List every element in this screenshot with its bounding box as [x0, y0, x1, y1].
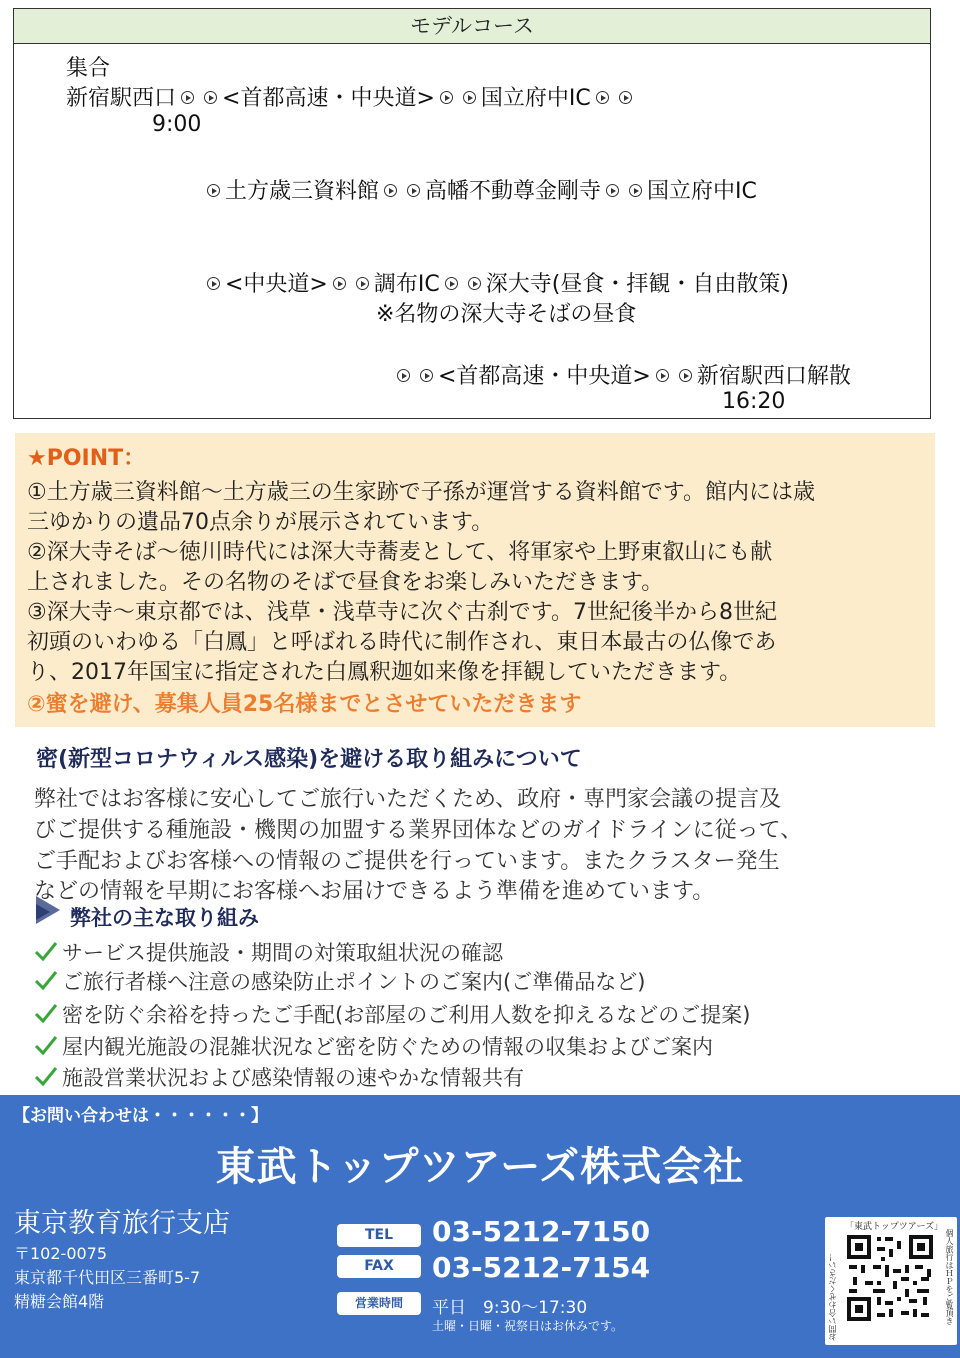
lunch-note: ※名物の深大寺そばの昼食	[376, 302, 637, 327]
business-hours: 平日 9:30～17:30	[432, 1298, 588, 1318]
arrow-icon	[207, 184, 220, 197]
branch-name: 東京教育旅行支店	[14, 1208, 230, 1239]
end-time: 16:20	[722, 389, 786, 414]
qr-card[interactable]	[825, 1217, 957, 1345]
arrow-icon	[445, 277, 458, 290]
measure-text: サービス提供施設・期間の対策取組状況の確認	[62, 941, 503, 965]
measure-item	[34, 937, 503, 967]
qr-caption-left: お問い合わせください！	[828, 1253, 837, 1341]
address: 東京都千代田区三番町5-7	[14, 1268, 201, 1287]
model-course-box	[13, 8, 931, 419]
arrow-icon	[204, 91, 217, 104]
stop-hijikata-museum: 土方歳三資料館	[225, 179, 380, 204]
arrow-icon	[333, 277, 346, 290]
hours-label: 営業時間	[337, 1292, 421, 1315]
stop-shinjuku-west: 新宿駅西口	[66, 86, 177, 111]
measure-item	[34, 999, 750, 1029]
fax-label: FAX	[337, 1255, 421, 1278]
point-title: ★POINT：	[27, 446, 146, 471]
stop-chofu-ic: 調布IC	[373, 272, 440, 297]
arrow-icon	[656, 369, 669, 382]
arrow-icon	[440, 91, 453, 104]
point-line: ③深大寺～東京都では、浅草・浅草寺に次ぐ古刹です。7世紀後半から8世紀	[27, 600, 777, 625]
check-icon	[34, 941, 58, 963]
stop-jindaiji: 深大寺(昼食・拝観・自由散策)	[485, 272, 789, 297]
qr-code-icon[interactable]	[845, 1233, 935, 1323]
arrow-icon	[679, 369, 692, 382]
point-line: ②深大寺そば～徳川時代には深大寺蕎麦として、将軍家や上野東叡山にも献	[27, 540, 773, 565]
arrow-icon	[356, 277, 369, 290]
check-icon	[34, 1035, 58, 1057]
arrow-icon	[619, 91, 632, 104]
check-icon	[34, 970, 58, 992]
tel-label: TEL	[337, 1224, 421, 1247]
point-emphasis: ②蜜を避け、募集人員25名様までとさせていただきます	[27, 692, 582, 717]
arrow-icon	[463, 91, 476, 104]
check-icon	[34, 1003, 58, 1025]
postal-code: 〒102-0075	[14, 1244, 108, 1263]
measure-item	[34, 1031, 713, 1061]
triangle-bullet-inner-icon	[36, 904, 50, 920]
infection-body-line: などの情報を早期にお客様へお届けできるよう準備を進めています。	[34, 879, 715, 904]
arrow-icon	[181, 91, 194, 104]
route-chuo: <中央道>	[225, 272, 328, 297]
measure-text: ご旅行者様へ注意の感染防止ポイントのご案内(ご準備品など)	[62, 970, 646, 994]
arrow-icon	[207, 277, 220, 290]
arrow-icon	[397, 369, 410, 382]
measure-item	[34, 1062, 524, 1092]
gather-label: 集合	[66, 56, 111, 81]
point-line: 上されました。その名物のそばで昼食をお楽しみいただきます。	[27, 570, 664, 595]
point-line: 初頭のいわゆる「白鳳」と呼ばれる時代に制作され、東日本最古の仏像であ	[27, 630, 777, 655]
point-line: ①土方歳三資料館～土方歳三の生家跡で子孫が運営する資料館です。館内には歳	[27, 480, 815, 505]
measure-text: 密を防ぐ余裕を持ったご手配(お部屋のご利用人数を抑えるなどのご提案)	[62, 1003, 751, 1027]
course-line-2	[202, 174, 757, 205]
company-name: 東武トップツアーズ株式会社	[215, 1144, 745, 1190]
inquiry-label: 【お問い合わせは・・・・・・】	[13, 1106, 268, 1126]
arrow-icon	[596, 91, 609, 104]
arrow-icon	[420, 369, 433, 382]
tel-number[interactable]: 03-5212-7150	[432, 1215, 651, 1248]
stop-takahata-fudoson: 高幡不動尊金剛寺	[425, 179, 602, 204]
arrow-icon	[629, 184, 642, 197]
stop-kokuritsu-fuchu-ic-2: 国立府中IC	[647, 179, 757, 204]
building: 精糖会館4階	[14, 1292, 105, 1311]
arrow-icon	[468, 277, 481, 290]
measure-item	[34, 966, 645, 996]
infection-body-line: ご手配およびお客様への情報のご提供を行っています。またクラスター発生	[34, 849, 780, 874]
holiday-note: 土曜・日曜・祝祭日はお休みです。	[432, 1319, 624, 1333]
infection-title: 密(新型コロナウィルス感染)を避ける取り組みについて	[36, 747, 582, 772]
fax-number: 03-5212-7154	[432, 1251, 651, 1284]
course-line-4	[392, 359, 851, 390]
course-line-3	[202, 267, 789, 298]
measures-title: 弊社の主な取り組み	[70, 906, 259, 930]
point-line: り、2017年国宝に指定された白鳳釈迦如来像を拝観していただきます。	[27, 660, 742, 685]
route-shuto-chuo: <首都高速・中央道>	[222, 86, 435, 111]
qr-caption-top: 「東武トップツアーズ」	[845, 1222, 944, 1232]
stop-shinjuku-dismiss: 新宿駅西口解散	[696, 364, 851, 389]
qr-caption-right: 個人旅行はＨＰをご覧頂き	[945, 1229, 954, 1325]
arrow-icon	[606, 184, 619, 197]
arrow-icon	[407, 184, 420, 197]
infection-body-line: びご提供する種施設・機関の加盟する業界団体などのガイドラインに従って、	[34, 818, 803, 843]
measure-text: 施設営業状況および感染情報の速やかな情報共有	[62, 1066, 524, 1090]
check-icon	[34, 1066, 58, 1088]
measure-text: 屋内観光施設の混雑状況など密を防ぐための情報の収集およびご案内	[62, 1035, 713, 1059]
arrow-icon	[384, 184, 397, 197]
route-shuto-chuo-2: <首都高速・中央道>	[438, 364, 651, 389]
contact-footer	[0, 1095, 960, 1358]
infection-body-line: 弊社ではお客様に安心してご旅行いただくため、政府・専門家会議の提言及	[34, 787, 782, 812]
point-box	[15, 433, 935, 727]
point-line: 三ゆかりの遺品70点余りが展示されています。	[27, 510, 494, 535]
start-time: 9:00	[152, 112, 202, 137]
stop-kokuritsu-fuchu-ic: 国立府中IC	[480, 86, 591, 111]
model-course-header: モデルコース	[14, 9, 930, 44]
course-line-1	[66, 81, 637, 112]
